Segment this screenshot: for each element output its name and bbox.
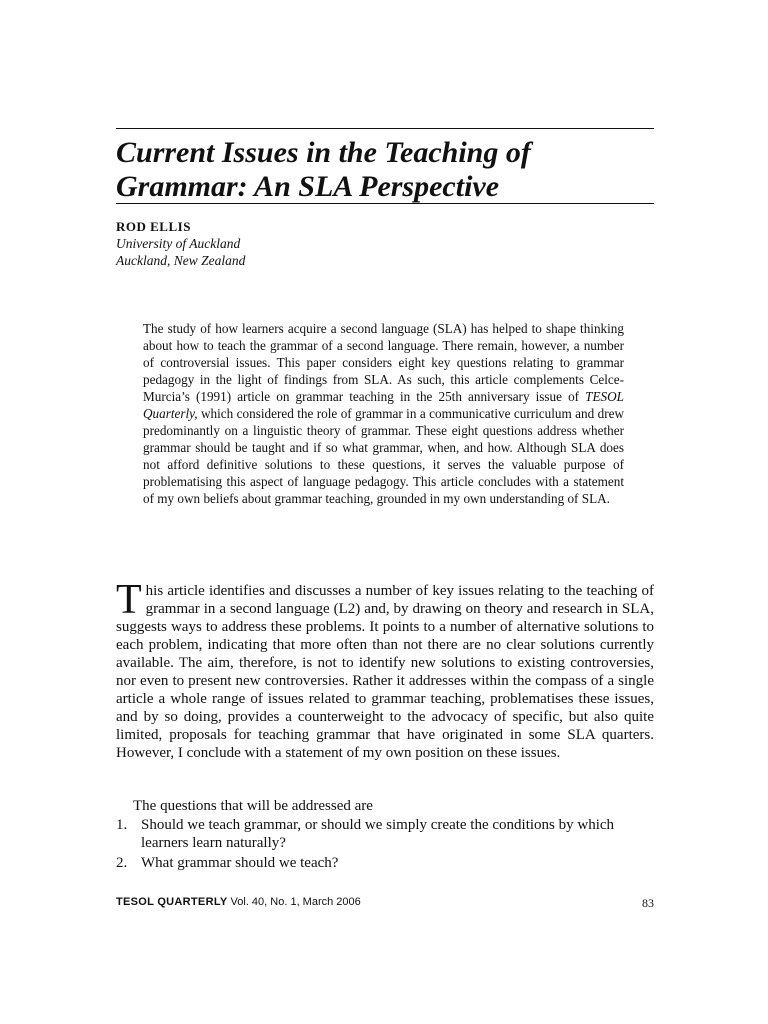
footer-journal-name: TESOL QUARTERLY (116, 896, 228, 908)
page-number: 83 (642, 896, 654, 910)
questions-intro: The questions that will be addressed are (133, 798, 373, 814)
body-paragraph (116, 577, 654, 762)
title-bottom-rule (116, 203, 654, 204)
drop-cap: T (116, 577, 142, 623)
list-item (116, 816, 654, 852)
list-item-number: 1. (116, 817, 128, 833)
abstract-part-2: which considered the role of grammar in a communicative curriculum and drew predominantly on a linguistic theory of grammar. These eight questions address whether grammar should be taught and if so what grammar, when, and how. Although SLA does not afford definitive solutions to these questions, it serves the valuable purpose of problematising this aspect of language pedagogy. This article concludes with a statement of my own beliefs about grammar teaching, grounded in my own understanding of SLA. (143, 406, 624, 506)
list-item-text: What grammar should we teach? (141, 855, 339, 871)
affiliation-location: Auckland, New Zealand (116, 253, 246, 268)
article-title: Current Issues in the Teaching of Grammar: An SLA Perspective (116, 136, 531, 203)
questions-list (116, 816, 654, 874)
affiliation-university: University of Auckland (116, 236, 241, 251)
page-footer (116, 896, 654, 911)
abstract-journal-name: TESOL Quarterly, (143, 389, 624, 421)
top-rule (116, 128, 654, 129)
abstract-part-1: The study of how learners acquire a second language (SLA) has helped to shape thinking about how to teach the grammar of a second language. There remain, however, a number of controversial issues. This paper considers eight key questions relating to grammar pedagogy in the light of findings from SLA. As such, this article complements Celce-Murcia’s (1991) article on grammar teaching in the 25th anniversary issue of (143, 321, 624, 404)
footer-issue: Vol. 40, No. 1, March 2006 (230, 896, 361, 908)
author-name: ROD ELLIS (116, 219, 191, 234)
list-item-number: 2. (116, 855, 128, 871)
abstract (143, 320, 624, 507)
list-item (116, 854, 654, 872)
list-item-text: Should we teach grammar, or should we simply create the conditions by which learners learn naturally? (141, 817, 615, 851)
body-paragraph-text: his article identifies and discusses a number of key issues relating to the teaching of grammar in a second language (L2) and, by drawing on theory and research in SLA, suggests ways to address these problems. It points to a number of alternative solutions to each problem, indicating that more often than not there are no clear solutions currently available. The aim, therefore, is not to identify new solutions to existing controversies, nor even to present new controversies. Rather it addresses within the compass of a single article a whole range of issues related to grammar teaching, problematises these issues, and by so doing, provides a counterweight to the advocacy of specific, but also quite limited, proposals for teaching grammar that have originated in some SLA quarters. However, I conclude with a statement of my own position on these issues. (116, 583, 654, 761)
footer-citation (116, 896, 361, 911)
